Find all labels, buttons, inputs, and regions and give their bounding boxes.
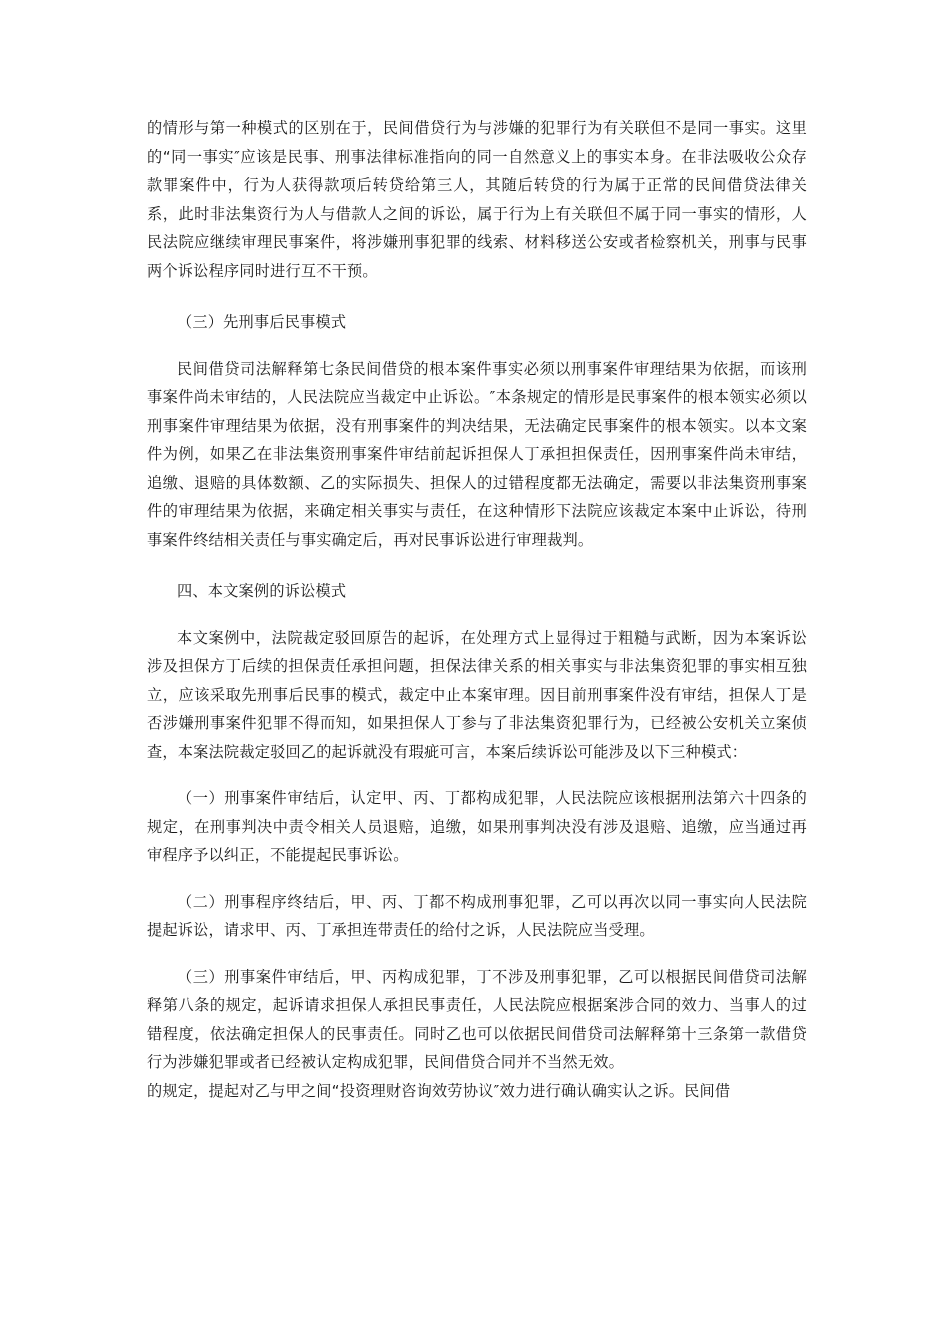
document-page <box>147 114 807 1105</box>
paragraph-mode-two: （二）刑事程序终结后，甲、丙、丁都不构成刑事犯罪，乙可以再次以同一事实向人民法院提起诉讼，请求甲、丙、丁承担连带责任的给付之诉，人民法院应当受理。 <box>147 892 807 939</box>
paragraph-mode-difference: 的情形与第一种模式的区别在于，民间借贷行为与涉嫌的犯罪行为有关联但不是同一事实。这里的“同一事实″应该是民事、刑事法律标准指向的同一自然意义上的事实本身。在非法吸收公众存款罪案件中，行为人获得款项后转贷给第三人，其随后转贷的行为属于正常的民间借贷法律关系，此时非法集资行为人与借款人之间的诉讼，属于行为上有关联但不属于同一事实的情形，人民法院应继续审理民事案件，将涉嫌刑事犯罪的线索、材料移送公安或者检察机关，刑事与民事两个诉讼程序同时进行互不干预。 <box>147 119 807 280</box>
paragraph-criminal-first-mode: 民间借贷司法解释第七条民间借贷的根本案件事实必须以刑事案件审理结果为依据，而该刑事案件尚未审结的，人民法院应当裁定中止诉讼。″本条规定的情形是民事案件的根本领实必须以刑事案件审理结果为依据，没有刑事案件的判决结果，无法确定民事案件的根本领实。以本文案件为例，如果乙在非法集资刑事案件审结前起诉担保人丁承担担保责任，因刑事案件尚未审结，追缴、退赔的具体数额、乙的实际损失、担保人的过错程度都无法确定，需要以非法集资刑事案件的审理结果为依据，来确定相关事实与责任，在这种情形下法院应该裁定本案中止诉讼，待刑事案件终结相关责任与事实确定后，再对民事诉讼进行审理裁判。 <box>147 359 807 549</box>
paragraph-mode-three: （三）刑事案件审结后，甲、丙构成犯罪，丁不涉及刑事犯罪，乙可以根据民间借贷司法解释第八条的规定，起诉请求担保人承担民事责任，人民法院应根据案涉合同的效力、当事人的过错程度，依法确定担保人的民事责任。同时乙也可以依据民间借贷司法解释第十三条第一款借贷行为涉嫌犯罪或者已经被认定构成犯罪，民间借贷合同并不当然无效。 <box>147 967 807 1071</box>
section-heading-case-mode: 四、本文案例的诉讼模式 <box>177 582 347 600</box>
paragraph-case-analysis: 本文案例中，法院裁定驳回原告的起诉，在处理方式上显得过于粗糙与武断，因为本案诉讼涉及担保方丁后续的担保责任承担问题，担保法律关系的相关事实与非法集资犯罪的事实相互独立，应该采取先刑事后民事的模式，裁定中止本案审理。因目前刑事案件没有审结，担保人丁是否涉嫌刑事案件犯罪不得而知，如果担保人丁参与了非法集资犯罪行为，已经被公安机关立案侦查，本案法院裁定驳回乙的起诉就没有瑕疵可言，本案后续诉讼可能涉及以下三种模式： <box>147 628 807 761</box>
paragraph-mode-one: （一）刑事案件审结后，认定甲、丙、丁都构成犯罪，人民法院应该根据刑法第六十四条的规定，在刑事判决中责令相关人员退赔，追缴，如果刑事判决没有涉及退赔、追缴，应当通过再审程序予以纠正，不能提起民事诉讼。 <box>147 789 807 864</box>
paragraph-mode-three-continued: 的规定，提起对乙与甲之间“投资理财咨询效劳协议″效力进行确认确实认之诉。民间借 <box>147 1081 731 1100</box>
section-heading-criminal-first: （三）先刑事后民事模式 <box>177 313 347 331</box>
